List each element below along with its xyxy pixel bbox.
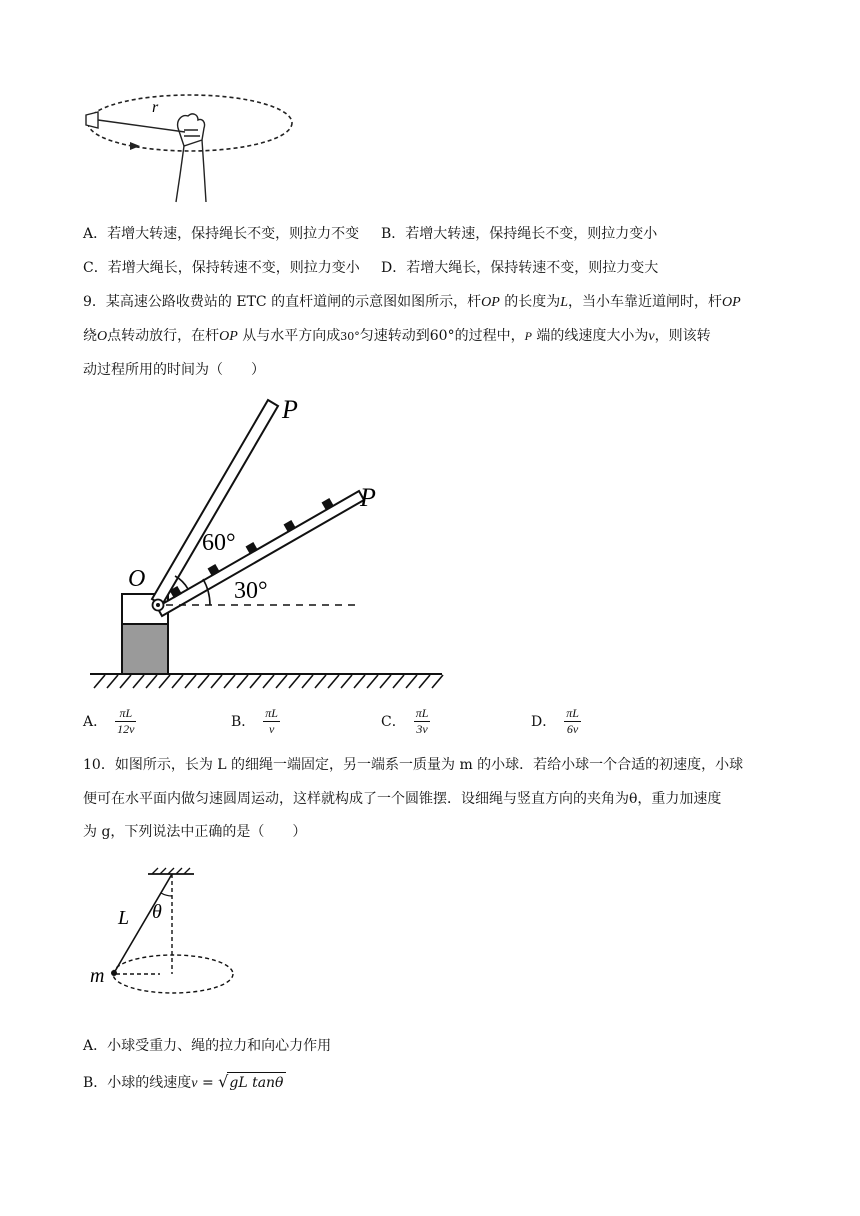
q10-label-m: m xyxy=(90,965,105,987)
hatch-mark xyxy=(289,675,300,688)
sqrt-sign: √ xyxy=(218,1072,229,1091)
hatch-mark xyxy=(198,675,209,688)
q10-option-b: B．小球的线速度v = √gL tanθ xyxy=(83,1072,284,1091)
q8-option-b: B．若增大转速，保持绳长不变，则拉力变小 xyxy=(381,226,658,242)
q9-ground-hatch xyxy=(94,675,443,688)
q10-ceiling-hatch xyxy=(152,868,190,874)
q8-option-c: C．若增大绳长，保持转速不变，则拉力变小 xyxy=(83,260,360,276)
hatch-mark xyxy=(302,675,313,688)
q10-stem-line2: 便可在水平面内做匀速圆周运动，这样就构成了一个圆锥摆．设细绳与竖直方向的夹角为θ，重力加速度 xyxy=(83,791,722,807)
q8-figure xyxy=(80,90,300,210)
q9-stem-line2: 绕O点转动放行，在杆OP 从与水平方向成30°匀速转动到60°的过程中，P 端的线速度大小为v，则该转 xyxy=(83,328,711,344)
hatch-mark xyxy=(185,675,196,688)
hatch-mark xyxy=(406,675,417,688)
q9-label-60: 60° xyxy=(202,530,236,556)
hatch-mark xyxy=(432,675,443,688)
hatch-mark xyxy=(107,675,118,688)
q9-label-o: O xyxy=(128,566,146,592)
hatch-mark xyxy=(159,675,170,688)
hatch-mark xyxy=(419,675,430,688)
q9-option-c: C． $\frac{\pi L}{3v}$ xyxy=(381,706,429,736)
q10-label-L: L xyxy=(118,907,130,929)
q8-option-a: A．若增大转速，保持绳长不变，则拉力不变 xyxy=(83,226,360,242)
hatch-mark xyxy=(237,675,248,688)
hatch-mark xyxy=(224,675,235,688)
q9-option-b: B． $\frac{\pi L}{v}$ xyxy=(231,706,278,736)
q8-r-label: r xyxy=(152,99,159,116)
q9-figure xyxy=(86,392,456,696)
hatch-mark xyxy=(263,675,274,688)
q8-option-d: D．若增大绳长，保持转速不变，则拉力变大 xyxy=(381,260,659,276)
q9-option-a: A． $\frac{\pi L}{12v}$ xyxy=(83,706,135,736)
q9-stem-line3: 动过程所用的时间为（ ） xyxy=(83,362,265,378)
q8-hand xyxy=(176,114,206,202)
hatch-mark xyxy=(341,675,352,688)
hatch-mark xyxy=(380,675,391,688)
q10-stem-line1: 10．如图所示，长为 L 的细绳一端固定，另一端系一质量为 m 的小球．若给小球一个合适的初速度，小球 xyxy=(83,757,744,773)
hatch-mark xyxy=(354,675,365,688)
q8-string xyxy=(98,120,185,132)
hatch-mark xyxy=(367,675,378,688)
hatch-mark xyxy=(211,675,222,688)
q10-ball xyxy=(111,970,117,976)
q9-pillar-base xyxy=(122,624,168,674)
hatch-mark xyxy=(172,675,183,688)
q10-theta-arc xyxy=(161,893,172,896)
hatch-mark xyxy=(133,675,144,688)
q9-option-d: D． $\frac{\pi L}{6v}$ xyxy=(531,706,579,736)
hatch-mark xyxy=(120,675,131,688)
q9-label-30: 30° xyxy=(234,578,268,604)
q10-label-theta: θ xyxy=(152,901,162,923)
hatch-mark xyxy=(393,675,404,688)
q8-cup xyxy=(86,112,98,128)
q10-stem-line3: 为 g，下列说法中正确的是（ ） xyxy=(83,824,307,840)
hatch-mark xyxy=(146,675,157,688)
hatch-mark xyxy=(315,675,326,688)
q9-label-p-bar: P xyxy=(360,483,376,512)
hatch-mark xyxy=(328,675,339,688)
hatch-mark xyxy=(94,675,105,688)
q10-option-a: A．小球受重力、绳的拉力和向心力作用 xyxy=(83,1038,332,1054)
q9-stem-line1: 9．某高速公路收费站的 ETC 的直杆道闸的示意图如图所示，杆OP 的长度为L，当小车靠近道闸时，杆OP xyxy=(83,294,741,310)
q9-label-p-top: P xyxy=(282,395,298,424)
q10-figure xyxy=(86,866,246,1001)
q8-arrow-icon xyxy=(130,142,140,150)
hatch-mark xyxy=(276,675,287,688)
hatch-mark xyxy=(250,675,261,688)
